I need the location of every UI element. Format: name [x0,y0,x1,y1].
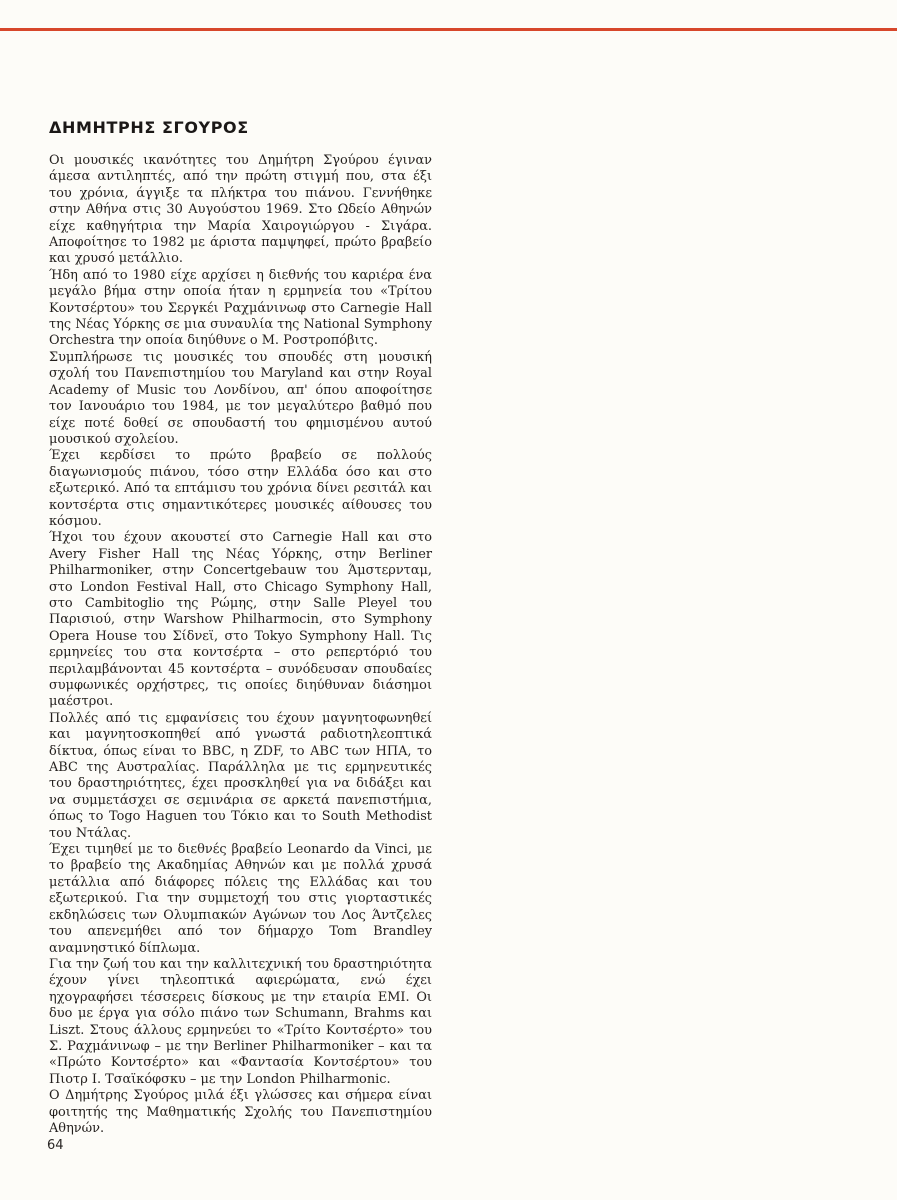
page-number: 64 [47,1138,64,1153]
page-title: ΔΗΜΗΤΡΗΣ ΣΓΟΥΡΟΣ [49,118,249,137]
paragraph: Οι μουσικές ικανότητες του Δημήτρη Σγούρου έγιναν άμεσα αντιληπτές, από την πρώτη στιγμή που, στα έξι του χρόνια, άγγιξε τα πλήκτρα του πιάνου. Γεννήθηκε στην Αθήνα στις 30 Αυγούστου 1969. Στο Ωδείο Αθηνών είχε καθηγήτρια την Μαρία Χαιρογιώργου - Σιγάρα. Αποφοίτησε το 1982 με άριστα παμψηφεί, πρώτο βραβείο και χρυσό μετάλλιο. [49,153,432,267]
paragraph: Ήχοι του έχουν ακουστεί στο Carnegie Hall και στο Avery Fisher Hall της Νέας Υόρκης, στην Berliner Philharmoniker, στην Concertgebauw του Άμστερνταμ, στο London Festival Hall, στο Chicago Symphony Hall, στο Cambitoglio της Ρώμης, στην Salle Pleyel του Παρισιού, στην Warshow Philharmocin, στο Symphony Opera House του Σίδνεϊ, στο Tokyo Symphony Hall. Τις ερμηνείες του στα κοντσέρτα – στο ρεπερτόριό του περιλαμβάνονται 45 κοντσέρτα – συνόδευσαν σπουδαίες συμφωνικές ορχήστρες, τις οποίες διηύθυναν διάσημοι μαέστροι. [49,530,432,710]
top-red-rule [0,28,897,31]
paragraph: Ήδη από το 1980 είχε αρχίσει η διεθνής του καριέρα ένα μεγάλο βήμα στην οποία ήταν η ερμηνεία του «Τρίτου Κοντσέρτου» του Σεργκέι Ραχμάνινωφ στο Carnegie Hall της Νέας Υόρκης σε μια συναυλία της National Symphony Orchestra την οποία διηύθυνε ο Μ. Ροστροπόβιτς. [49,267,432,349]
paragraph: Ο Δημήτρης Σγούρος μιλά έξι γλώσσες και σήμερα είναι φοιτητής της Μαθηματικής Σχολής του Πανεπιστημίου Αθηνών. [49,1088,432,1136]
paragraph: Συμπλήρωσε τις μουσικές του σπουδές στη μουσική σχολή του Πανεπιστημίου του Maryland και στην Royal Academy of Music του Λονδίνου, απ' όπου αποφοίτησε τον Ιανουάριο του 1984, με τον μεγαλύτερο βαθμό που είχε ποτέ δοθεί σε σπουδαστή του φημισμένου αυτού μουσικού σχολείου. [49,349,432,447]
paragraph: Πολλές από τις εμφανίσεις του έχουν μαγνητοφωνηθεί και μαγνητοσκοπηθεί από γνωστά ραδιοτηλεοπτικά δίκτυα, όπως είναι το BBC, η ZDF, το ABC των ΗΠΑ, το ABC της Αυστραλίας. Παράλληλα με τις ερμηνευτικές του δραστηριότητες, έχει προσκληθεί για να διδάξει και να συμμετάσχει σε σεμινάρια σε αρκετά πανεπιστήμια, όπως το Togo Haguen του Τόκιο και το South Methodist του Ντάλας. [49,710,432,841]
paragraph: Έχει κερδίσει το πρώτο βραβείο σε πολλούς διαγωνισμούς πιάνου, τόσο στην Ελλάδα όσο και στο εξωτερικό. Από τα επτάμισυ του χρόνια δίνει ρεσιτάλ και κοντσέρτα στις σημαντικότερες μουσικές αίθουσες του κόσμου. [49,448,432,529]
paragraph: Για την ζωή του και την καλλιτεχνική του δραστηριότητα έχουν γίνει τηλεοπτικά αφιερώματα, ενώ έχει ηχογραφήσει τέσσερεις δίσκους με την εταιρία ΕΜΙ. Οι δυο με έργα για σόλο πιάνο των Schumann, Brahms και Liszt. Στους άλλους ερμηνεύει το «Τρίτο Κοντσέρτο» του Σ. Ραχμάνινωφ – με την Berliner Philharmoniker – και τα «Πρώτο Κοντσέρτο» και «Φαντασία Κοντσέρτου» του Πιοτρ Ι. Τσαϊκόφσκυ – με την London Philharmonic. [49,956,432,1087]
paragraph: Έχει τιμηθεί με το διεθνές βραβείο Leonardo da Vinci, με το βραβείο της Ακαδημίας Αθηνών και με πολλά χρυσά μετάλλια από διάφορες πόλεις της Ελλάδας και του εξωτερικού. Για την συμμετοχή του στις γιορταστικές εκδηλώσεις των Ολυμπιακών Αγώνων του Λος Άντζελες του απενεμήθει από τον δήμαρχο Tom Brandley αναμνηστικό δίπλωμα. [49,842,432,956]
biography-text [49,153,432,1137]
